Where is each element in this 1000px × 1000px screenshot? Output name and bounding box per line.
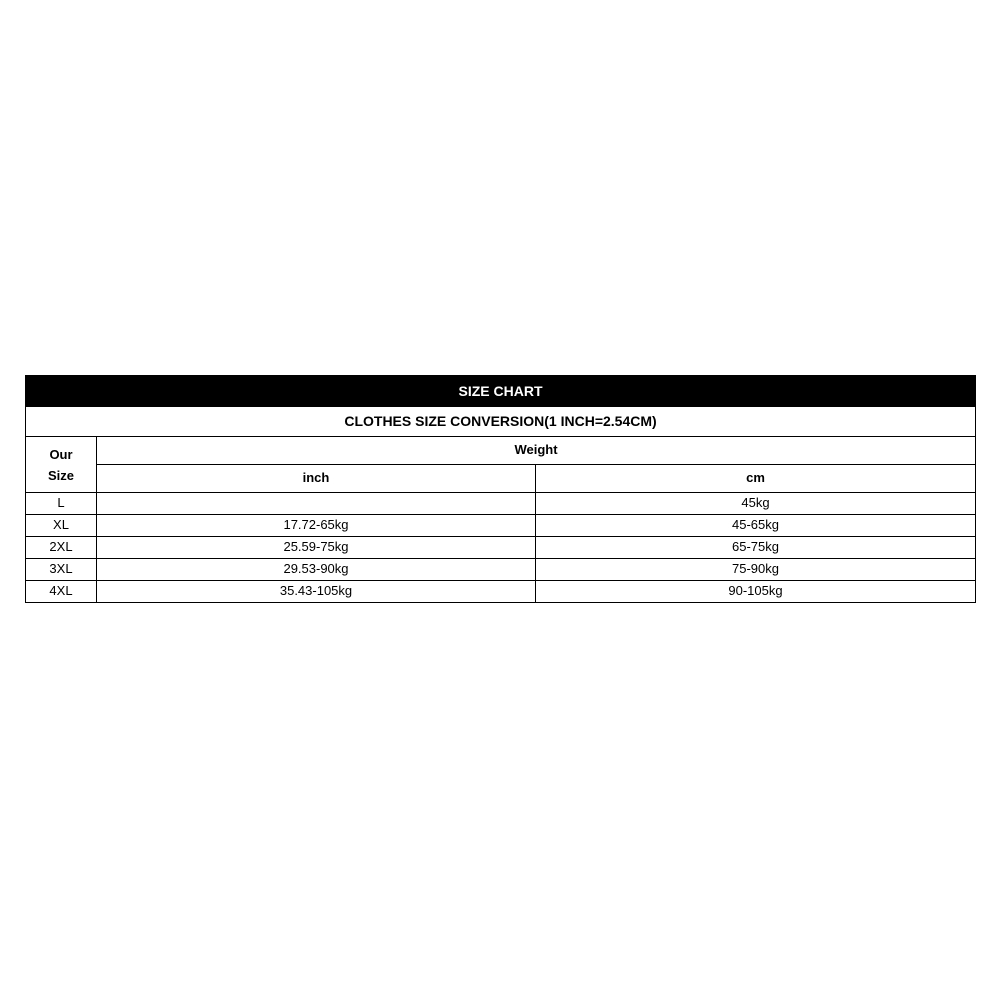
subtitle-row	[26, 407, 976, 437]
cm-cell: 65-75kg	[536, 537, 976, 559]
our-size-header-line2: Size	[47, 467, 74, 483]
cm-cell: 90-105kg	[536, 581, 976, 603]
table-row	[26, 581, 976, 603]
inch-cell: 35.43-105kg	[97, 581, 536, 603]
unit-header-row	[26, 465, 976, 493]
inch-cell: 17.72-65kg	[97, 515, 536, 537]
our-size-header	[26, 437, 97, 493]
cm-cell: 45-65kg	[536, 515, 976, 537]
size-chart-table	[25, 375, 976, 603]
size-cell: 4XL	[26, 581, 97, 603]
cm-cell: 45kg	[536, 493, 976, 515]
table-row	[26, 493, 976, 515]
conversion-subtitle: CLOTHES SIZE CONVERSION(1 INCH=2.54CM)	[26, 407, 976, 437]
title-row	[26, 376, 976, 407]
our-size-header-line1: Our	[49, 446, 73, 462]
inch-cell	[97, 493, 536, 515]
cm-column-header: cm	[536, 465, 976, 493]
inch-column-header: inch	[97, 465, 536, 493]
inch-cell: 25.59-75kg	[97, 537, 536, 559]
size-cell: 3XL	[26, 559, 97, 581]
table-row	[26, 559, 976, 581]
size-chart-title: SIZE CHART	[26, 376, 976, 407]
header-row	[26, 437, 976, 465]
table-row	[26, 515, 976, 537]
weight-header: Weight	[97, 437, 976, 465]
size-cell: L	[26, 493, 97, 515]
size-cell: XL	[26, 515, 97, 537]
cm-cell: 75-90kg	[536, 559, 976, 581]
table-row	[26, 537, 976, 559]
size-cell: 2XL	[26, 537, 97, 559]
inch-cell: 29.53-90kg	[97, 559, 536, 581]
